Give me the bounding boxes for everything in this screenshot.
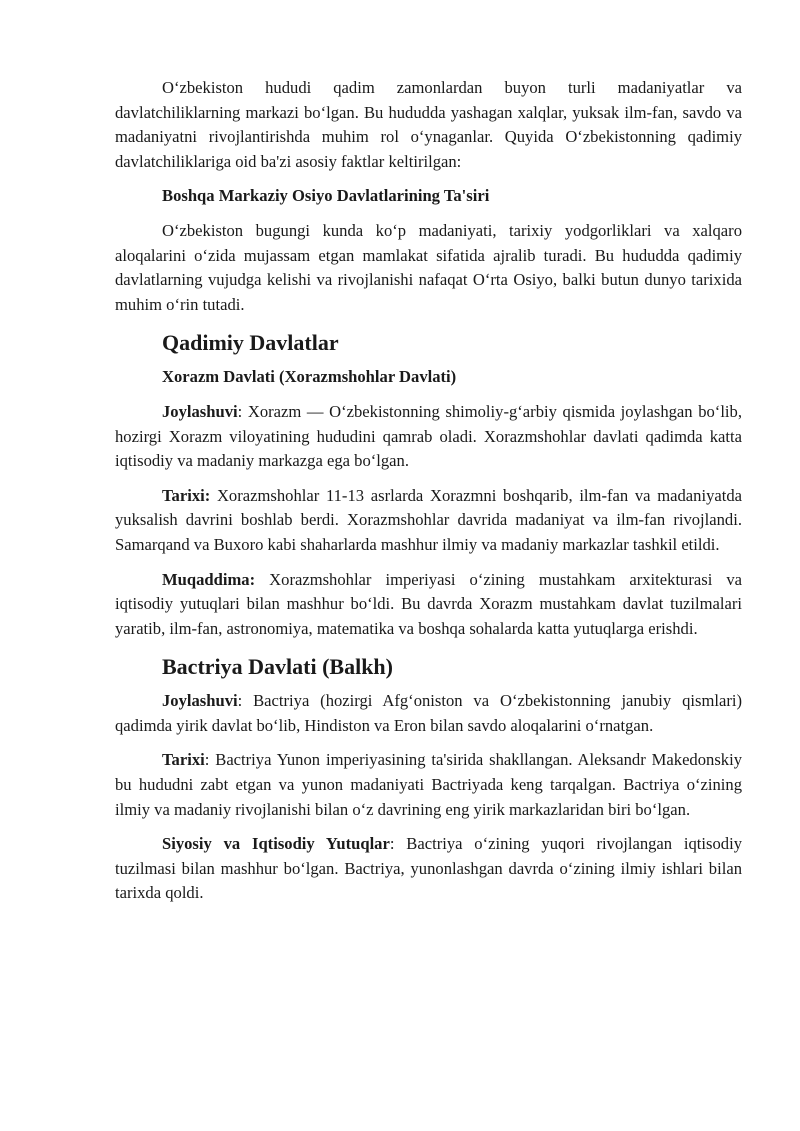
khorezm-intro-text: Xorazmshohlar imperiyasi o‘zining mustahkam arxitekturasi va iqtisodiy yutuqlari bilan mashhur bo‘ldi. Bu davrda Xorazm mustahkam davlat tuzilmalari yaratib, ilm-fan, astronomiya, matematika va boshqa sohalarda katta yutuqlarga erishdi.: [115, 569, 742, 638]
bactria-history-label: Tarixi: [162, 750, 205, 770]
intro-paragraph: O‘zbekiston hududi qadim zamonlardan buyon turli madaniyatlar va davlatchiliklarning markazi bo‘lgan. Bu hududda yashagan xalqlar, yuksak ilm-fan, savdo va madaniyatni rivojlantirishda muhim rol o‘ynaganlar. Quyida O‘zbekistonning qadimiy davlatchiliklariga oid ba'zi asosiy faktlar keltirilgan:: [115, 78, 742, 171]
document-page: [115, 76, 742, 916]
khorezm-intro-label: Muqaddima:: [162, 569, 256, 589]
khorezm-location-label: Joylashuvi: [162, 401, 238, 421]
bactria-history-sep: :: [204, 750, 216, 770]
bactria-location-paragraph: [115, 689, 742, 738]
bactria-history-paragraph: [115, 748, 742, 822]
bactria-achievements-label: Siyosiy va Iqtisodiy Yutuqlar: [162, 834, 390, 854]
khorezm-location-text: Xorazm — O‘zbekistonning shimoliy-g‘arbiy qismida joylashgan bo‘lib, hozirgi Xorazm viloyatining hududini qamrab oladi. Xorazmshohlar davlati qadimda katta iqtisodiy va madaniy markazga ega bo‘lgan.: [115, 401, 742, 471]
bactria-achievements-sep: :: [389, 834, 407, 854]
bactria-location-sep: :: [237, 691, 254, 711]
bactria-location-text: Bactriya (hozirgi Afg‘oniston va O‘zbekistonning janubiy qismlari) qadimda yirik davlat bo‘lib, Hindiston va Eron bilan savdo aloqalarini o‘rnatgan.: [115, 691, 742, 735]
khorezm-history-text: Xorazmshohlar 11-13 asrlarda Xorazmni boshqarib, ilm-fan va madaniyatda yuksalish davrini boshlab berdi. Xorazmshohlar davrida madaniyat va ilm-fan rivojlandi. Samarqand va Buxoro kabi shaharlarda mashhur ilmiy va madaniy markazlar tashkil etildi.: [115, 485, 742, 554]
influence-paragraph: O‘zbekiston bugungi kunda ko‘p madaniyati, tarixiy yodgorliklari va xalqaro aloqalarini o‘zida mujassam etgan mamlakat sifatida ajralib turadi. Bu hududda qadimiy davlatlarning vujudga kelishi va rivojlanishi nafaqat O‘rta Osiyo, balki butun dunyo tarixida muhim o‘rin tutadi.: [115, 220, 742, 314]
bactria-location-label: Joylashuvi: [162, 691, 238, 711]
khorezm-heading: Xorazm Davlati (Xorazmshohlar Davlati): [162, 367, 457, 387]
khorezm-location-paragraph: [115, 400, 742, 474]
khorezm-location-sep: :: [237, 401, 248, 421]
khorezm-intro-paragraph: [115, 568, 742, 642]
bactria-achievements-text: Bactriya o‘zining yuqori rivojlangan iqtisodiy tuzilmasi bilan mashhur bo‘lgan. Bactriya, yunonlashgan davrda o‘zining ilmiy ishlari bilan tarixda qoldi.: [115, 834, 742, 903]
bactria-history-text: Bactriya Yunon imperiyasining ta'sirida shakllangan. Aleksandr Makedonskiy bu hududni zabt etgan va yunon madaniyati Bactriyada keng tarqalgan. Bactriya o‘zining ilmiy va madaniy rivojlanishi bilan o‘z davrining eng yirik markazlaridan biri bo‘lgan.: [115, 750, 742, 819]
khorezm-history-paragraph: [115, 484, 742, 558]
influence-heading: Boshqa Markaziy Osiyo Davlatlarining Ta'siri: [162, 186, 490, 206]
bactria-achievements-paragraph: [115, 832, 742, 906]
ancient-states-title: Qadimiy Davlatlar: [162, 330, 339, 356]
khorezm-history-label: Tarixi:: [162, 485, 211, 505]
bactria-title: Bactriya Davlati (Balkh): [162, 654, 393, 680]
